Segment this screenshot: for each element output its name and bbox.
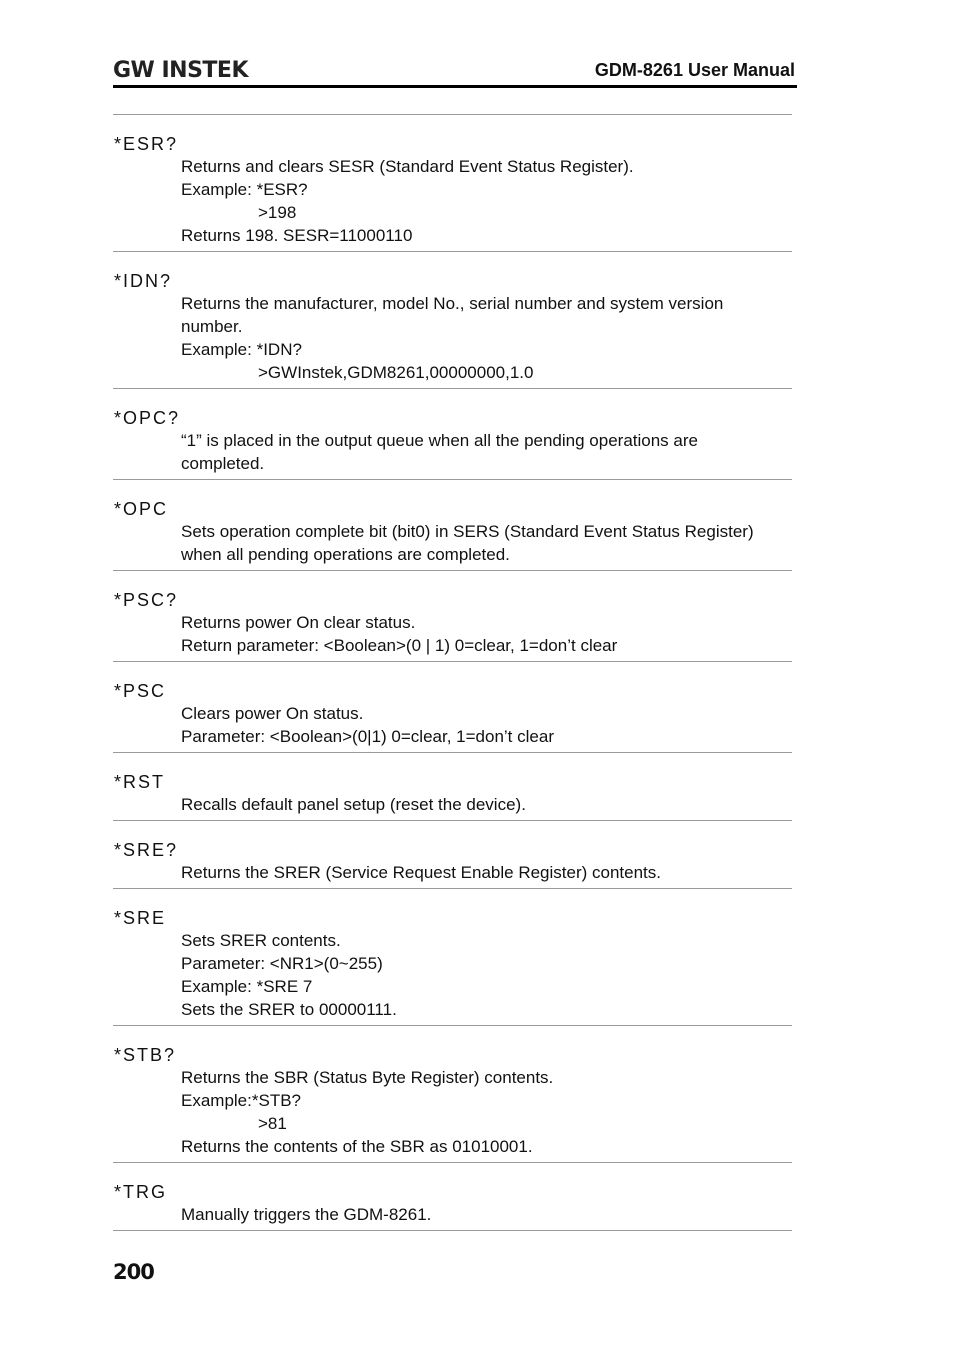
description-line: Returns power On clear status. — [181, 613, 416, 632]
command-entry — [113, 1162, 792, 1231]
description-line: Returns the manufacturer, model No., serial number and system version — [181, 294, 724, 313]
command-list — [113, 114, 792, 1231]
command-description — [113, 429, 792, 475]
description-line: Example: *SRE 7 — [181, 977, 313, 996]
command-description — [113, 292, 792, 384]
command-description — [113, 611, 792, 657]
command-entry — [113, 661, 792, 752]
description-line: >GWInstek,GDM8261,00000000,1.0 — [258, 363, 534, 382]
command-entry — [113, 888, 792, 1025]
command-description — [113, 1203, 792, 1226]
description-line: Example:*STB? — [181, 1091, 301, 1110]
description-line: Returns the SRER (Service Request Enable Register) contents. — [181, 863, 662, 882]
description-line: Example: *ESR? — [181, 180, 308, 199]
command-description — [113, 155, 792, 247]
command-name: *TRG — [114, 1182, 167, 1202]
description-line: “1” is placed in the output queue when all the pending operations are — [181, 431, 698, 450]
description-line: Returns and clears SESR (Standard Event Status Register). — [181, 157, 634, 176]
description-line: Manually triggers the GDM-8261. — [181, 1205, 432, 1224]
description-line: Clears power On status. — [181, 704, 364, 723]
command-name: *PSC? — [114, 590, 179, 610]
command-name: *PSC — [114, 681, 167, 701]
page-number: 200 — [113, 1260, 154, 1284]
command-entry — [113, 251, 792, 388]
description-line: Parameter: <NR1>(0~255) — [181, 954, 383, 973]
manual-title: GDM-8261 User Manual — [594, 60, 795, 80]
description-line: Sets SRER contents. — [181, 931, 341, 950]
command-description — [113, 520, 792, 566]
description-line: Return parameter: <Boolean>(0 | 1) 0=clear, 1=don’t clear — [181, 636, 618, 655]
command-name: *RST — [114, 772, 166, 792]
command-name: *SRE — [114, 908, 167, 928]
command-name: *OPC? — [114, 408, 181, 428]
command-entry — [113, 388, 792, 479]
command-name: *STB? — [114, 1045, 177, 1065]
command-description — [113, 1066, 792, 1158]
description-line: Returns the SBR (Status Byte Register) contents. — [181, 1068, 554, 1087]
command-entry — [113, 752, 792, 820]
description-line: Recalls default panel setup (reset the device). — [181, 795, 526, 814]
command-name: *ESR? — [114, 134, 179, 154]
description-line: Sets the SRER to 00000111. — [181, 1000, 397, 1019]
description-line: Returns the contents of the SBR as 01010001. — [181, 1137, 533, 1156]
command-entry — [113, 570, 792, 661]
description-line: >198 — [258, 203, 297, 222]
command-entry — [113, 820, 792, 888]
description-line: Parameter: <Boolean>(0|1) 0=clear, 1=don’t clear — [181, 727, 554, 746]
description-line: number. — [181, 317, 243, 336]
command-entry — [113, 1025, 792, 1162]
description-line: Example: *IDN? — [181, 340, 302, 359]
command-description — [113, 793, 792, 816]
description-line: Returns 198. SESR=11000110 — [181, 226, 413, 245]
command-description — [113, 702, 792, 748]
description-line: completed. — [181, 454, 265, 473]
command-name: *IDN? — [114, 271, 173, 291]
description-line: when all pending operations are completed. — [181, 545, 510, 564]
description-line: >81 — [258, 1114, 287, 1133]
brand-logo: GW INSTEK — [113, 58, 249, 83]
command-description — [113, 929, 792, 1021]
header-rule — [113, 85, 797, 88]
command-name: *SRE? — [114, 840, 179, 860]
command-name: *OPC — [114, 499, 169, 519]
command-entry — [113, 114, 792, 251]
description-line: Sets operation complete bit (bit0) in SERS (Standard Event Status Register) — [181, 522, 754, 541]
command-description — [113, 861, 792, 884]
command-entry — [113, 479, 792, 570]
